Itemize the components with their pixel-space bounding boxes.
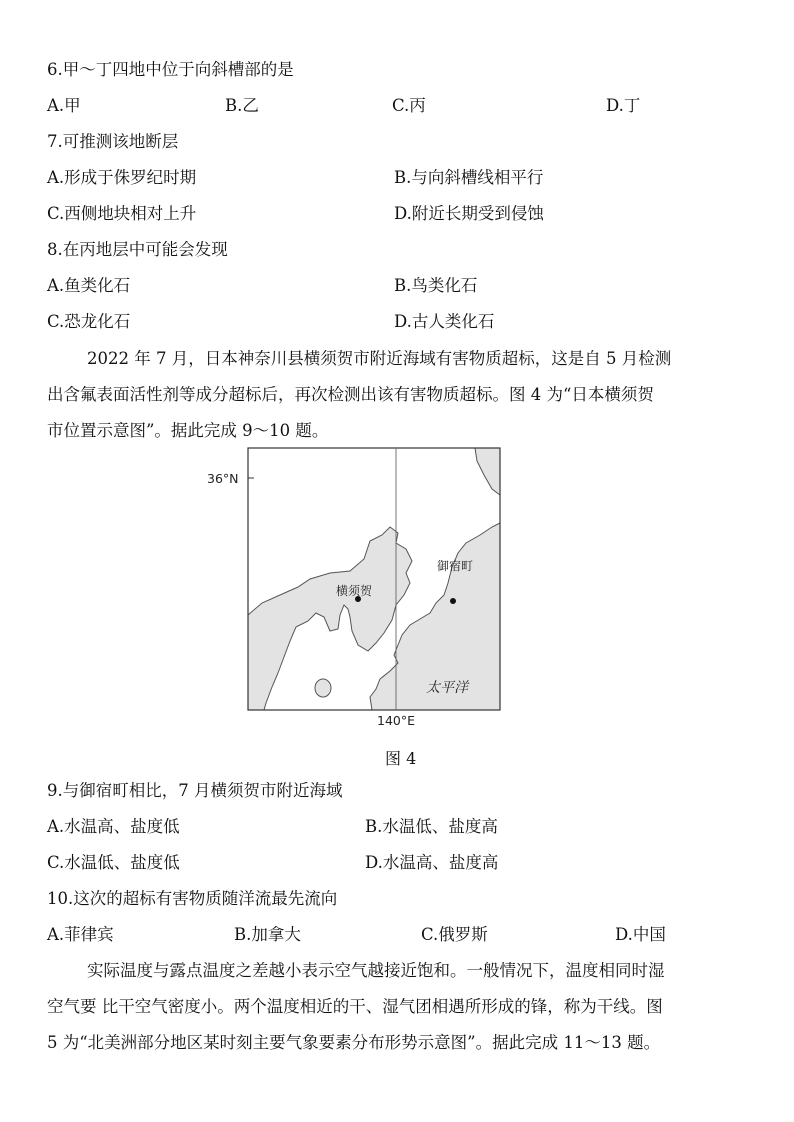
q9-option-a: A.水温高、盐度低 bbox=[47, 817, 180, 836]
q8-option-c: C.恐龙化石 bbox=[47, 312, 131, 331]
q10-option-b: B.加拿大 bbox=[234, 925, 301, 944]
figure-4-caption: 图 4 bbox=[385, 749, 417, 768]
q9-option-c: C.水温低、盐度低 bbox=[47, 853, 180, 872]
q10-option-c: C.俄罗斯 bbox=[421, 925, 488, 944]
question-7-stem: 7.可推测该地断层 bbox=[47, 132, 179, 151]
q7-option-c: C.西侧地块相对上升 bbox=[47, 204, 197, 223]
q10-option-a: A.菲律宾 bbox=[47, 925, 114, 944]
passage-2-line-3: 5 为“北美洲部分地区某时刻主要气象要素分布形势示意图”。据此完成 11～13 题。 bbox=[47, 1033, 661, 1052]
passage-1-line-3: 市位置示意图”。据此完成 9～10 题。 bbox=[47, 421, 329, 440]
longitude-label: 140°E bbox=[377, 713, 416, 728]
q9-option-d: D.水温高、盐度高 bbox=[365, 853, 499, 872]
q6-option-c: C.丙 bbox=[392, 96, 426, 115]
q6-option-b: B.乙 bbox=[225, 96, 259, 115]
q7-option-d: D.附近长期受到侵蚀 bbox=[394, 204, 544, 223]
onjuku-label: 御宿町 bbox=[437, 559, 474, 573]
island bbox=[315, 679, 331, 697]
question-9-stem: 9.与御宿町相比，7 月横须贺市附近海域 bbox=[47, 781, 343, 800]
latitude-label: 36°N bbox=[207, 471, 239, 486]
pacific-ocean-label: 太平洋 bbox=[426, 680, 468, 696]
question-10-stem: 10.这次的超标有害物质随洋流最先流向 bbox=[47, 889, 338, 908]
q7-option-b: B.与向斜槽线相平行 bbox=[394, 168, 544, 187]
q6-option-d: D.丁 bbox=[606, 96, 641, 115]
q10-option-d: D.中国 bbox=[615, 925, 666, 944]
passage-2-line-1: 实际温度与露点温度之差越小表示空气越接近饱和。一般情况下，温度相同时湿 bbox=[87, 961, 665, 980]
passage-2-line-2: 空气要 比干空气密度小。两个温度相近的干、湿气团相遇所形成的锋，称为干线。图 bbox=[47, 997, 663, 1016]
figure-4-map bbox=[200, 445, 510, 735]
question-6-stem: 6.甲～丁四地中位于向斜槽部的是 bbox=[47, 60, 294, 79]
passage-1-line-1: 2022 年 7 月，日本神奈川县横须贺市附近海域有害物质超标，这是自 5 月检测 bbox=[87, 349, 672, 368]
q6-option-a: A.甲 bbox=[47, 96, 81, 115]
yokosuka-label: 横须贺 bbox=[336, 584, 373, 598]
passage-1-line-2: 出含氟表面活性剂等成分超标后，再次检测出该有害物质超标。图 4 为“日本横须贺 bbox=[47, 385, 654, 404]
q7-option-a: A.形成于侏罗纪时期 bbox=[47, 168, 197, 187]
onjuku-dot bbox=[450, 598, 456, 604]
q9-option-b: B.水温低、盐度高 bbox=[365, 817, 498, 836]
q8-option-a: A.鱼类化石 bbox=[47, 276, 131, 295]
question-8-stem: 8.在丙地层中可能会发现 bbox=[47, 240, 228, 259]
q8-option-b: B.鸟类化石 bbox=[394, 276, 478, 295]
q8-option-d: D.古人类化石 bbox=[394, 312, 495, 331]
